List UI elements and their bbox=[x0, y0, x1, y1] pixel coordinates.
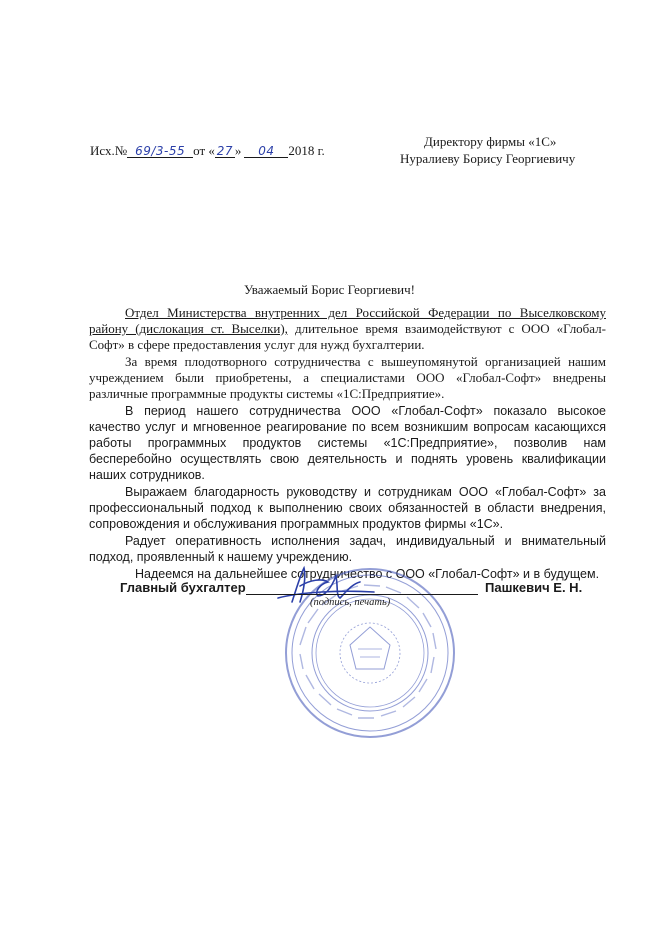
paragraph-1-underlined: Отдел Министерства внутренних дел Российской Федерации по Выселковскому району (дислокация ст. Выселки), bbox=[89, 305, 606, 336]
addressee-line-1: Директору фирмы «1С» bbox=[424, 134, 557, 149]
paragraph-4: Выражаем благодарность руководству и сотрудникам ООО «Глобал-Софт» за профессиональный подход к выполнению своих обязанностей в области внедрения, сопровождения и обслуживания программных продуктов фирмы «1С». bbox=[89, 485, 606, 531]
paragraph-5: Радует оперативность исполнения задач, индивидуальный и внимательный подход, проявленный к нашему учреждению. bbox=[89, 534, 606, 564]
addressee-block bbox=[400, 133, 630, 167]
paragraph-6: Надеемся на дальнейшее сотрудничество с ООО «Глобал-Софт» и в будущем. bbox=[135, 567, 600, 581]
signer-title: Главный бухгалтер bbox=[120, 580, 246, 595]
paragraph-1-rest: длительное время взаимодействуют с ООО «Глобал-Софт» в сфере предоставления услуг для нужд бухгалтерии. bbox=[89, 321, 606, 352]
ref-month: 04 bbox=[244, 145, 288, 158]
signer-name: Пашкевич Е. Н. bbox=[485, 580, 583, 595]
letter-body bbox=[89, 305, 606, 582]
reference-line bbox=[90, 143, 325, 159]
signature-caption: (подпись, печать) bbox=[310, 597, 391, 608]
ref-prefix: Исх.№ bbox=[90, 143, 128, 158]
paragraph-1 bbox=[89, 305, 606, 353]
signature-line bbox=[246, 594, 478, 595]
ref-from: от « bbox=[193, 143, 215, 158]
ref-year: 2018 г. bbox=[288, 143, 325, 158]
ref-day: 27 bbox=[216, 144, 234, 158]
paragraph-3: В период нашего сотрудничества ООО «Глобал-Софт» показало высокое качество услуг и мгновенное реагирование по всем возникшим вопросам касающихся работы программных продуктов системы «1С:Предприятие», позволив нам бесперебойно осуществлять свою деятельность и поднять уровень квалификации наших сотрудников. bbox=[89, 404, 606, 482]
addressee-line-2: Нуралиеву Борису Георгиевичу bbox=[400, 151, 576, 166]
paragraph-2: За время плодотворного сотрудничества с вышеупомянутой организацией нашим учреждением были приобретены, а специалистами ООО «Глобал-Софт» внедрены различные программные продукты системы «1С:Предприятие». bbox=[89, 354, 606, 401]
greeting: Уважаемый Борис Георгиевич! bbox=[244, 282, 415, 297]
ref-mid: » bbox=[234, 143, 242, 158]
ref-number: 69/3-55 bbox=[127, 145, 193, 158]
